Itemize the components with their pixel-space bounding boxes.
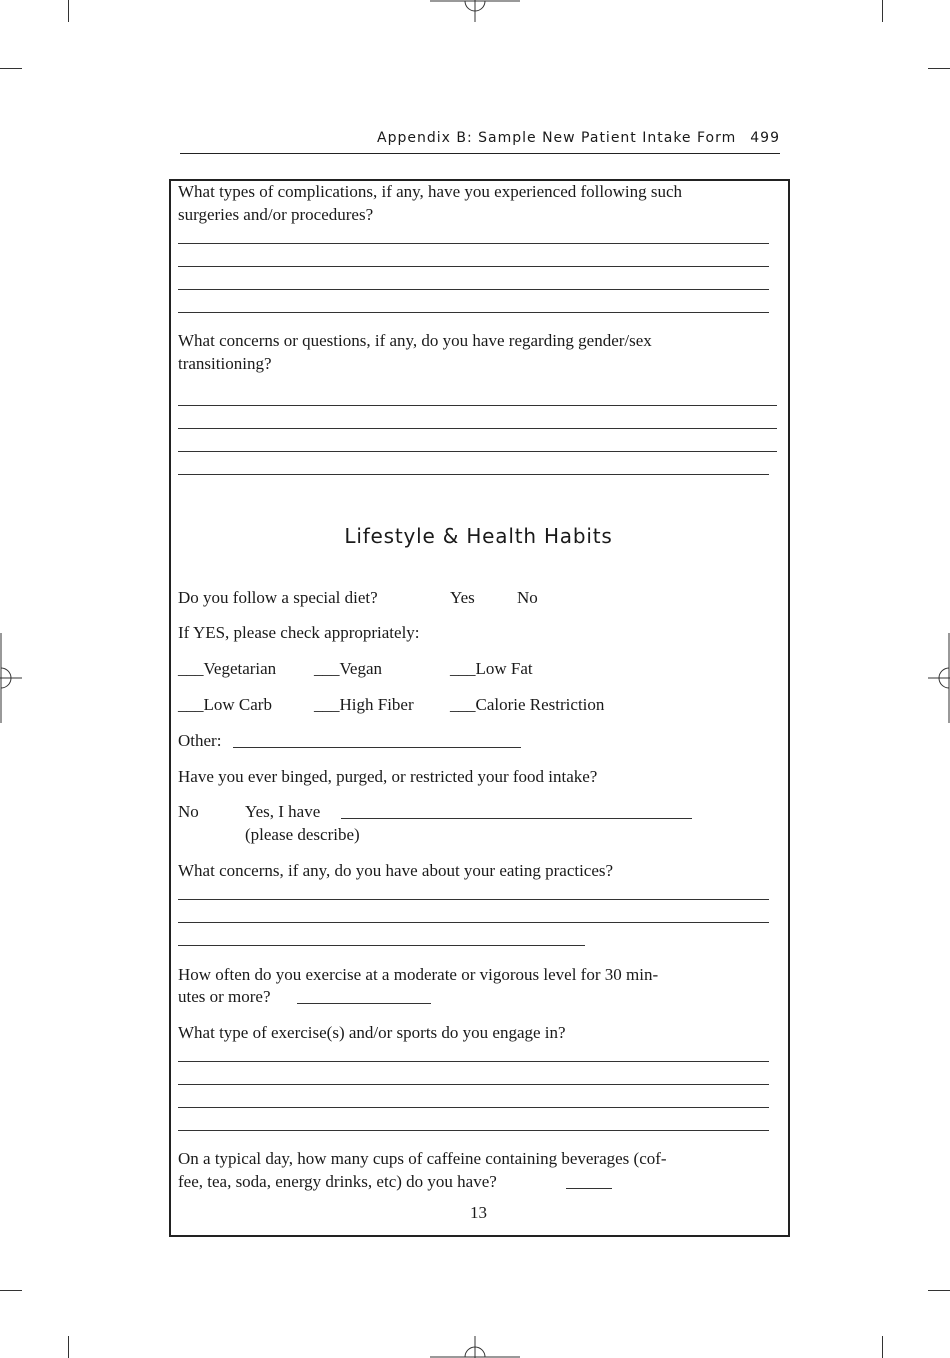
crop-mark-top-left-h (0, 68, 22, 69)
crop-mark-top-right-v (882, 0, 883, 22)
exercise-type-question: What type of exercise(s) and/or sports do you engage in? (178, 1023, 566, 1042)
exercise-type-line-4[interactable] (178, 1130, 769, 1131)
crop-mark-top-right-h (928, 68, 950, 69)
form-page-number: 13 (470, 1203, 487, 1222)
special-diet-yes-option[interactable]: Yes (450, 588, 475, 607)
binge-describe-hint: (please describe) (245, 825, 360, 844)
exercise-frequency-line1: How often do you exercise at a moderate or vigorous level for 30 min- (178, 965, 659, 984)
complications-answer-line-2[interactable] (178, 266, 769, 267)
caffeine-cups-field[interactable] (566, 1188, 612, 1189)
registration-mark-bottom-icon (430, 1334, 520, 1358)
binge-describe-field[interactable] (341, 818, 692, 819)
eating-concerns-line-2[interactable] (178, 922, 769, 923)
header-title: Appendix B: Sample New Patient Intake Form (377, 130, 737, 146)
caffeine-question-line2: fee, tea, soda, energy drinks, etc) do you have? (178, 1172, 497, 1191)
eating-concerns-line-3[interactable] (178, 945, 585, 946)
special-diet-no-option[interactable]: No (517, 588, 538, 607)
complications-answer-line-1[interactable] (178, 243, 769, 244)
check-instruction: If YES, please check appropriately: (178, 623, 420, 642)
exercise-type-line-1[interactable] (178, 1061, 769, 1062)
exercise-frequency-field[interactable] (297, 1003, 431, 1004)
exercise-type-line-3[interactable] (178, 1107, 769, 1108)
lifestyle-section-title: Lifestyle & Health Habits (344, 524, 613, 548)
complications-question-line1: What types of complications, if any, have you experienced following such (178, 182, 683, 201)
diet-option-calorie-restriction[interactable]: ___Calorie Restriction (450, 695, 605, 714)
transition-answer-line-2[interactable] (178, 428, 777, 429)
crop-mark-bottom-left-v (68, 1336, 69, 1358)
complications-answer-line-3[interactable] (178, 289, 769, 290)
crop-mark-bottom-right-v (882, 1336, 883, 1358)
transition-answer-line-4[interactable] (178, 474, 769, 475)
other-diet-field[interactable] (233, 747, 521, 748)
eating-concerns-line-1[interactable] (178, 899, 769, 900)
transition-answer-line-3[interactable] (178, 451, 777, 452)
other-label: Other: (178, 731, 222, 750)
diet-option-low-carb[interactable]: ___Low Carb (178, 695, 272, 714)
registration-mark-left-icon (0, 633, 24, 723)
diet-option-vegan[interactable]: ___Vegan (314, 659, 382, 678)
diet-option-high-fiber[interactable]: ___High Fiber (314, 695, 414, 714)
running-header (180, 130, 780, 154)
binge-no-option[interactable]: No (178, 802, 199, 821)
transition-question-line2: transitioning? (178, 354, 272, 373)
complications-question-line2: surgeries and/or procedures? (178, 205, 374, 224)
crop-mark-top-left-v (68, 0, 69, 22)
complications-answer-line-4[interactable] (178, 312, 769, 313)
binge-question: Have you ever binged, purged, or restricted your food intake? (178, 767, 598, 786)
crop-mark-bottom-right-h (928, 1290, 950, 1291)
exercise-frequency-line2: utes or more? (178, 987, 271, 1006)
transition-question-line1: What concerns or questions, if any, do you have regarding gender/sex (178, 331, 652, 350)
registration-mark-right-icon (926, 633, 950, 723)
header-page-number: 499 (750, 130, 780, 146)
crop-mark-bottom-left-h (0, 1290, 22, 1291)
special-diet-question: Do you follow a special diet? (178, 588, 378, 607)
eating-concerns-question: What concerns, if any, do you have about your eating practices? (178, 861, 614, 880)
binge-yes-option[interactable]: Yes, I have (245, 802, 321, 821)
registration-mark-top-icon (430, 0, 520, 24)
exercise-type-line-2[interactable] (178, 1084, 769, 1085)
diet-option-low-fat[interactable]: ___Low Fat (450, 659, 533, 678)
transition-answer-line-1[interactable] (178, 405, 777, 406)
caffeine-question-line1: On a typical day, how many cups of caffeine containing beverages (cof- (178, 1149, 667, 1168)
diet-option-vegetarian[interactable]: ___Vegetarian (178, 659, 277, 678)
